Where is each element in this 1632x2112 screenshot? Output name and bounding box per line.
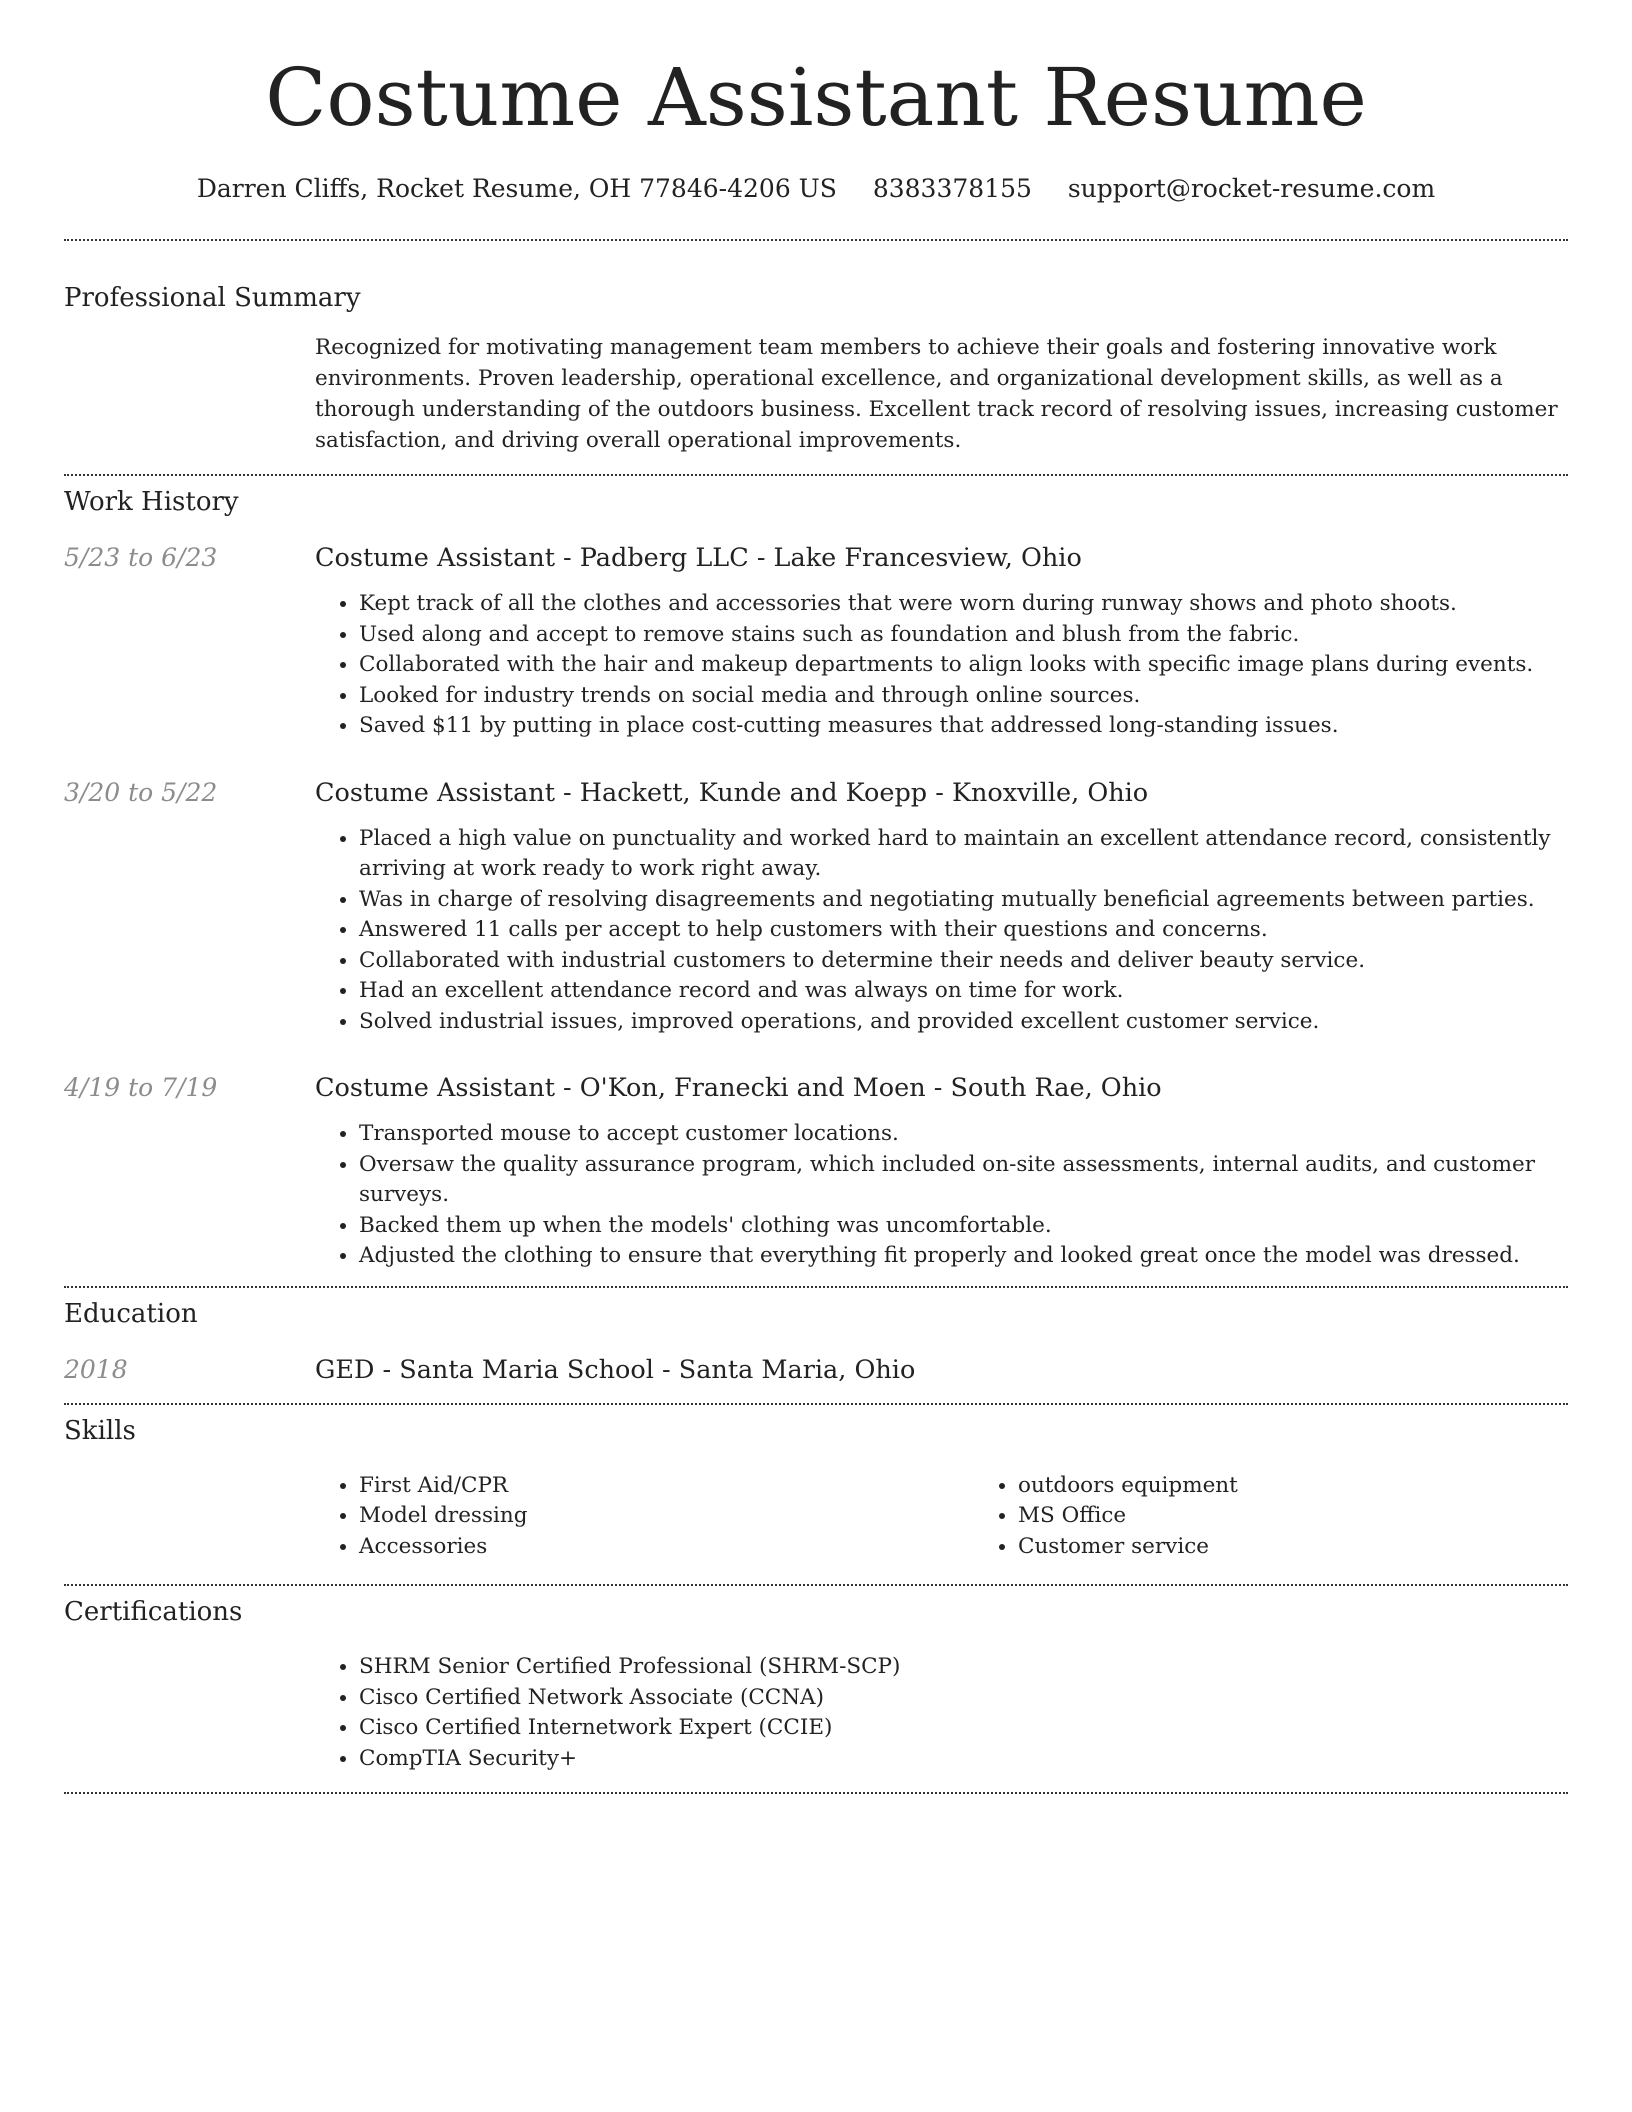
certifications-divider <box>64 1792 1568 1794</box>
list-item: • Model dressing <box>359 1501 974 1532</box>
list-item: • Cisco Certified Network Associate (CCNA) <box>359 1683 1568 1714</box>
certifications-section <box>64 1586 1568 1774</box>
job-title: Costume Assistant - O'Kon, Franecki and Moen - South Rae, Ohio <box>315 1073 1162 1103</box>
summary-heading: Professional Summary <box>64 283 361 313</box>
skills-heading: Skills <box>64 1415 136 1446</box>
resume-title: Costume Assistant Resume <box>265 51 1367 144</box>
job-bullets <box>315 824 1568 1038</box>
list-item: • Collaborated with industrial customers to determine their needs and deliver beauty service. <box>359 946 1568 977</box>
list-item: • Answered 11 calls per accept to help customers with their questions and concerns. <box>359 915 1568 946</box>
summary-text: Recognized for motivating management team members to achieve their goals and fostering innovative work environments. Proven leadership, operational excellence, and organizational development skills, as well as a thorough understanding of the outdoors business. Excellent track record of resolving issues, increasing customer satisfaction, and driving overall operational improvements. <box>315 335 1558 453</box>
job-dates: 4/19 to 7/19 <box>64 1073 218 1102</box>
education-dates: 2018 <box>64 1354 128 1384</box>
job-bullets <box>315 1119 1568 1272</box>
job-title: Costume Assistant - Hackett, Kunde and Koepp - Knoxville, Ohio <box>315 777 1149 808</box>
list-item: • Placed a high value on punctuality and worked hard to maintain an excellent attendance record, consistently arriving at work ready to work right away. <box>359 824 1568 885</box>
skills-section <box>64 1405 1568 1563</box>
list-item: • First Aid/CPR <box>359 1471 974 1502</box>
job-entry <box>64 1073 1568 1272</box>
list-item: • Customer service <box>1018 1532 1632 1563</box>
list-item: • Had an excellent attendance record and was always on time for work. <box>359 976 1568 1007</box>
list-item: • Used along and accept to remove stains such as foundation and blush from the fabric. <box>359 620 1568 651</box>
work-history-heading: Work History <box>64 487 239 517</box>
summary-section <box>64 241 1568 456</box>
work-history-section <box>64 476 1568 1272</box>
list-item: • Was in charge of resolving disagreements and negotiating mutually beneficial agreements between parties. <box>359 885 1568 916</box>
contact-line <box>64 174 1568 203</box>
job-title: Costume Assistant - Padberg LLC - Lake Francesview, Ohio <box>315 543 1082 573</box>
skills-list-left <box>315 1471 974 1563</box>
certifications-heading: Certifications <box>64 1597 243 1627</box>
job-entry <box>64 543 1568 742</box>
list-item: • Cisco Certified Internetwork Expert (CCIE) <box>359 1713 1568 1744</box>
education-heading: Education <box>64 1298 198 1329</box>
list-item: • Looked for industry trends on social media and through online sources. <box>359 681 1568 712</box>
contact-address: Darren Cliffs, Rocket Resume, OH 77846-4206 US <box>196 174 837 203</box>
list-item: • MS Office <box>1018 1501 1632 1532</box>
education-section <box>64 1288 1568 1385</box>
list-item: • Collaborated with the hair and makeup departments to align looks with specific image plans during events. <box>359 650 1568 681</box>
list-item: • Accessories <box>359 1532 974 1563</box>
job-entry <box>64 778 1568 1038</box>
list-item: • Transported mouse to accept customer locations. <box>359 1119 1568 1150</box>
list-item: • Adjusted the clothing to ensure that everything fit properly and looked great once the model was dressed. <box>359 1241 1568 1272</box>
list-item: • CompTIA Security+ <box>359 1744 1568 1775</box>
list-item: • Saved $11 by putting in place cost-cutting measures that addressed long-standing issues. <box>359 711 1568 742</box>
list-item: • Kept track of all the clothes and accessories that were worn during runway shows and photo shoots. <box>359 589 1568 620</box>
education-title: GED - Santa Maria School - Santa Maria, Ohio <box>315 1354 916 1385</box>
list-item: • Backed them up when the models' clothing was uncomfortable. <box>359 1211 1568 1242</box>
list-item: • Solved industrial issues, improved operations, and provided excellent customer service. <box>359 1007 1568 1038</box>
job-dates: 5/23 to 6/23 <box>64 543 218 572</box>
job-bullets <box>315 589 1568 742</box>
list-item: • Oversaw the quality assurance program, which included on-site assessments, internal audits, and customer surveys. <box>359 1150 1568 1211</box>
list-item: • outdoors equipment <box>1018 1471 1632 1502</box>
job-dates: 3/20 to 5/22 <box>64 777 218 807</box>
education-entry <box>64 1355 1568 1385</box>
contact-phone: 8383378155 <box>872 174 1032 203</box>
certifications-list <box>315 1652 1568 1774</box>
skills-list-right <box>974 1471 1632 1563</box>
contact-email: support@rocket-resume.com <box>1067 174 1436 203</box>
list-item: • SHRM Senior Certified Professional (SHRM-SCP) <box>359 1652 1568 1683</box>
